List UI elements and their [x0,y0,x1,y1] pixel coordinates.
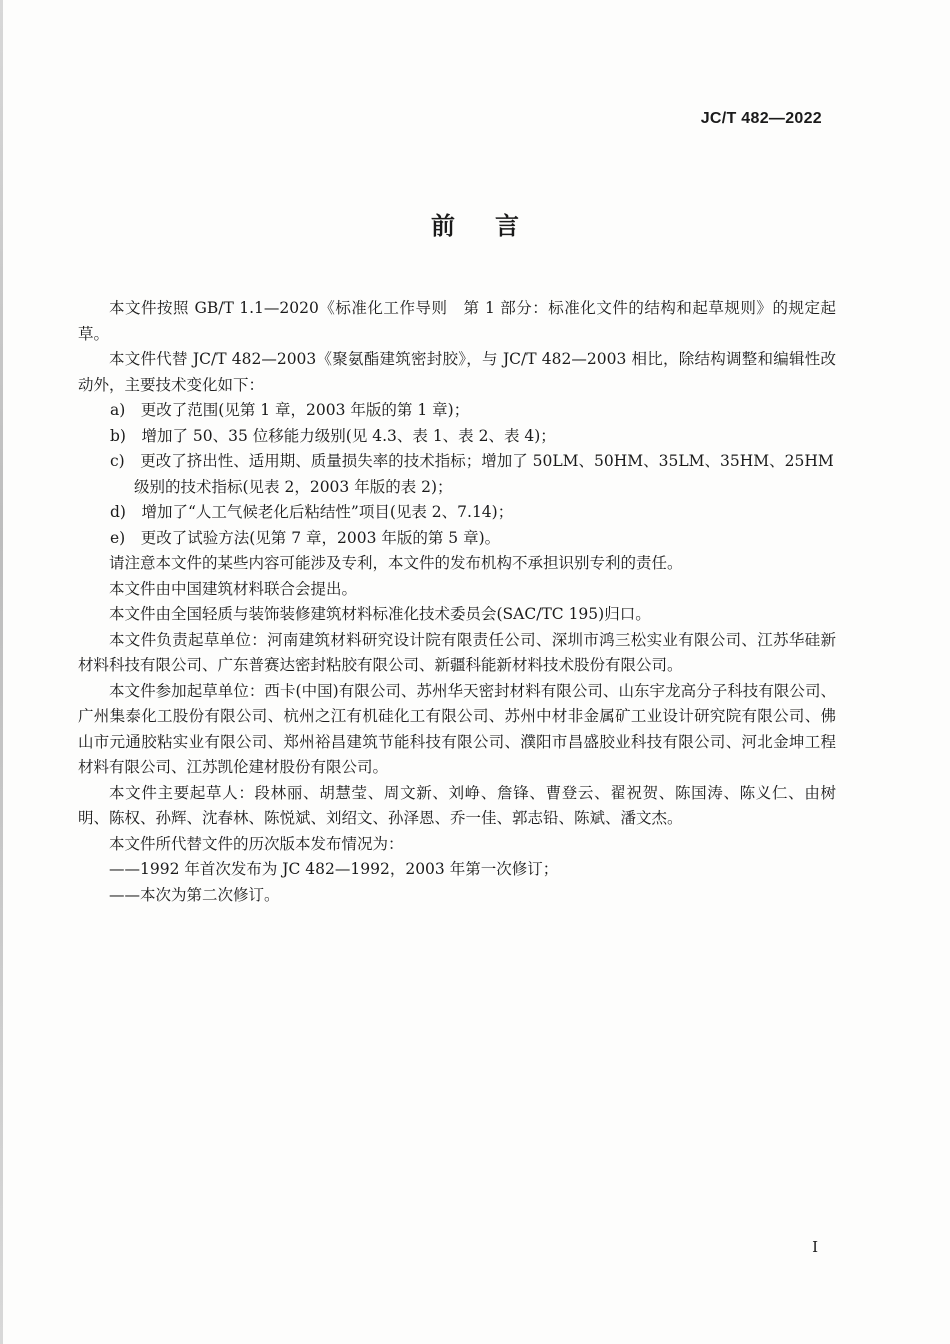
patent-notice-paragraph: 请注意本文件的某些内容可能涉及专利，本文件的发布机构不承担识别专利的责任。 [109,554,683,572]
list-item: b) 增加了 50、35 位移能力级别(见 4.3、表 1、表 2、表 4)； [110,426,556,445]
committee-paragraph: 本文件由全国轻质与装饰装修建筑材料标准化技术委员会(SAC/TC 195)归口。 [109,605,651,623]
version-history-list [78,857,836,908]
foreword-body [78,296,836,908]
technical-changes-list [78,398,836,551]
lead-drafters-paragraph: 本文件负责起草单位：河南建筑材料研究设计院有限责任公司、深圳市鸿三松实业有限公司、江苏华硅新材料科技有限公司、广东普赛达密封粘胶有限公司、新疆科能新材料技术股份有限公司。 [78,630,836,674]
list-item: ——本次为第二次修订。 [109,885,280,904]
drafting-rules-paragraph: 本文件按照 GB/T 1.1—2020《标准化工作导则 第 1 部分：标准化文件的结构和起草规则》的规定起草。 [78,299,836,343]
page-title: 前言 [431,212,559,240]
list-item: a) 更改了范围(见第 1 章，2003 年版的第 1 章)； [110,401,470,419]
proposer-paragraph: 本文件由中国建筑材料联合会提出。 [109,579,358,598]
page-number: I [812,1238,818,1256]
participating-drafters-paragraph: 本文件参加起草单位：西卡(中国)有限公司、苏州华天密封材料有限公司、山东宇龙高分子科技有限公司、广州集泰化工股份有限公司、杭州之江有机硅化工有限公司、苏州中材非金属矿工业设计研究院有限公司、佛山市元通胶粘实业有限公司、郑州裕昌建筑节能科技有限公司、濮阳市昌盛胶业科技有限公司、河北金坤工程材料有限公司、江苏凯伦建材股份有限公司。 [78,681,836,776]
list-item: d) 增加了“人工气候老化后粘结性”项目(见表 2、7.14)； [110,503,514,521]
main-drafters-paragraph: 本文件主要起草人：段林丽、胡慧莹、周文新、刘峥、詹锋、曹登云、翟祝贺、陈国涛、陈义仁、由树明、陈权、孙辉、沈春林、陈悦斌、刘绍文、孙泽恩、乔一佳、郭志铅、陈斌、潘文杰。 [78,783,836,827]
list-item: c) 更改了挤出性、适用期、质量损失率的技术指标；增加了 50LM、50HM、35LM、35HM、25HM 级别的技术指标(见表 2，2003 年版的表 2)； [110,452,834,496]
list-item: ——1992 年首次发布为 JC 482—1992，2003 年第一次修订； [109,860,559,878]
replacement-paragraph: 本文件代替 JC/T 482—2003《聚氨酯建筑密封胶》，与 JC/T 482—2003 相比，除结构调整和编辑性改动外，主要技术变化如下： [78,350,836,394]
page-edge [0,0,3,1344]
version-history-paragraph: 本文件所代替文件的历次版本发布情况为： [109,834,404,853]
list-item: e) 更改了试验方法(见第 7 章，2003 年版的第 5 章)。 [110,528,501,547]
document-code: JC/T 482—2022 [700,110,822,127]
